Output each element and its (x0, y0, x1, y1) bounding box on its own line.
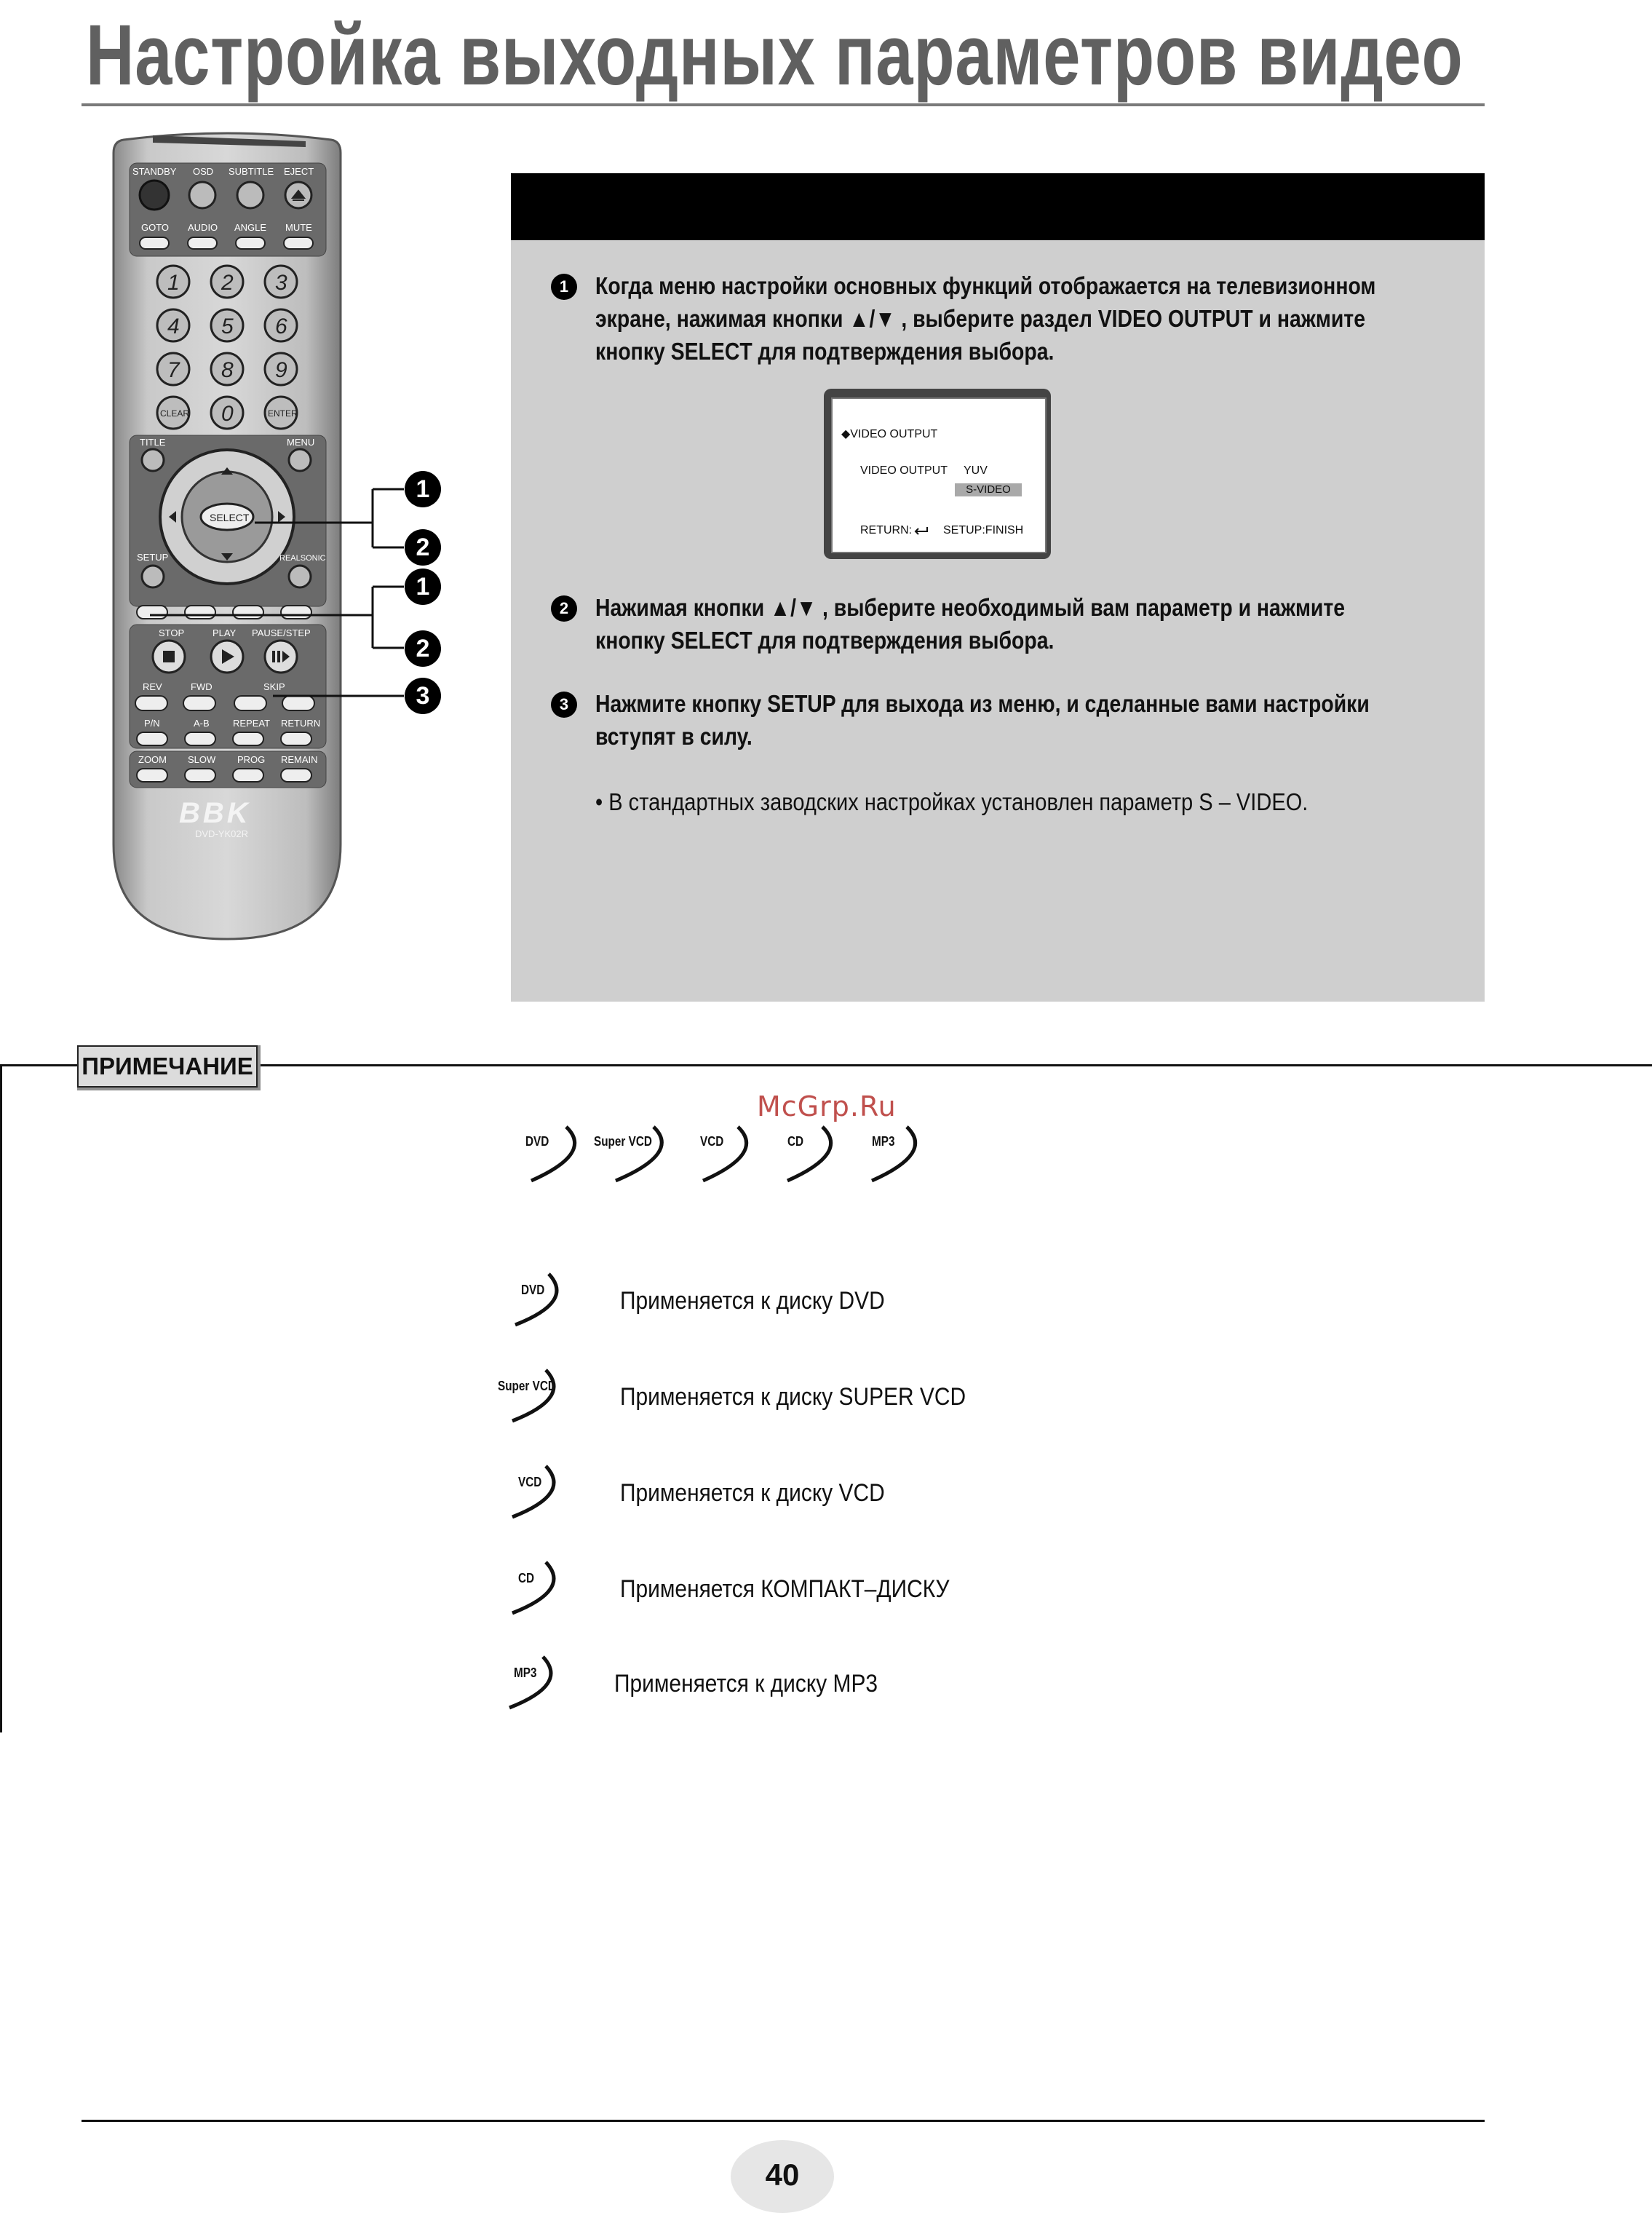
default-setting-note: • В стандартных заводских настройках установлен параметр S – VIDEO. (595, 788, 1309, 815)
tv-menu-header: ◆VIDEO OUTPUT (841, 428, 938, 440)
legend-row-dvd (495, 1270, 1063, 1335)
select-label: SELECT (210, 512, 250, 523)
disc-legend (495, 1270, 1077, 1735)
disc-cd-icon (509, 1561, 568, 1619)
legend-mp3-text: Применяется к диску MP3 (614, 1670, 878, 1698)
label-remain: REMAIN (281, 754, 318, 765)
digit-8: 8 (221, 358, 234, 382)
label-play: PLAY (213, 627, 237, 638)
label-zoom: ZOOM (138, 754, 167, 765)
step-2-line-2: кнопку SELECT для подтверждения выбора. (595, 627, 1055, 654)
legend-row-svcd (495, 1366, 1063, 1431)
digit-2: 2 (221, 271, 234, 295)
label-return: RETURN (281, 718, 321, 729)
label-eject: EJECT (284, 166, 314, 177)
legend-dvd-label: DVD (521, 1283, 545, 1297)
callout-marker-1b: 1 (405, 569, 441, 605)
label-mute: MUTE (285, 222, 312, 233)
label-title: TITLE (140, 437, 166, 448)
step-1-text (595, 269, 1375, 368)
disc-row-vcd: VCD (700, 1134, 724, 1149)
callout-marker-1: 1 (405, 471, 441, 507)
return-arrow-icon (911, 524, 930, 537)
label-fwd: FWD (191, 681, 213, 692)
panel-header-bar (511, 173, 1485, 240)
label-stop: STOP (159, 627, 185, 638)
label-menu: MENU (287, 437, 315, 448)
step-2-text (595, 591, 1345, 657)
digit-1: 1 (167, 271, 180, 295)
tv-option-svideo-selected: S-VIDEO (955, 483, 1022, 496)
label-pn: P/N (144, 718, 160, 729)
legend-svcd-text: Применяется к диску SUPER VCD (620, 1383, 966, 1411)
brand-logo: BBK (179, 797, 251, 829)
page-number-badge (731, 2140, 834, 2213)
digit-6: 6 (275, 314, 287, 338)
page-number: 40 (765, 2158, 800, 2192)
step-3-line-2: вступят в силу. (595, 723, 752, 750)
disc-row-cd: CD (787, 1134, 804, 1149)
label-angle: ANGLE (234, 222, 267, 233)
disc-row-vcd-icon (696, 1124, 761, 1189)
tv-setup-finish: SETUP:FINISH (943, 524, 1024, 536)
disc-row-mp3: MP3 (872, 1134, 895, 1149)
disc-icon-row (524, 1124, 946, 1189)
legend-svcd-label: Super VCD (498, 1379, 556, 1393)
disc-row-mp3-icon (865, 1124, 930, 1189)
step-3-number: 3 (551, 692, 577, 718)
legend-vcd-label: VCD (518, 1475, 542, 1489)
legend-row-vcd (495, 1462, 1063, 1527)
disc-row-dvd-icon (524, 1124, 589, 1189)
step-1-line-1: Когда меню настройки основных функций отображается на телевизионном (595, 272, 1376, 299)
label-repeat: REPEAT (233, 718, 271, 729)
model-label: DVD-YK02R (195, 828, 248, 839)
note-badge-label: ПРИМЕЧАНИЕ (77, 1045, 258, 1088)
legend-cd-label: CD (518, 1571, 535, 1585)
disc-row-dvd: DVD (525, 1134, 549, 1149)
note-frame-left (0, 1064, 2, 1732)
legend-cd-text: Применяется КОМПАКТ–ДИСКУ (620, 1575, 950, 1603)
page-title: Настройка выходных параметров видео (86, 7, 1464, 103)
digit-5: 5 (221, 314, 234, 338)
legend-mp3-label: MP3 (514, 1666, 537, 1680)
disc-row-svcd: Super VCD (594, 1134, 652, 1149)
legend-vcd-text: Применяется к диску VCD (620, 1479, 885, 1507)
digit-9: 9 (275, 358, 287, 382)
label-skip: SKIP (263, 681, 285, 692)
disc-dvd-icon (512, 1272, 571, 1331)
watermark: McGrp.Ru (757, 1090, 897, 1122)
callout-marker-3: 3 (405, 678, 441, 714)
label-goto: GOTO (141, 222, 170, 233)
digit-0: 0 (221, 402, 234, 426)
disc-svcd-icon (509, 1369, 568, 1427)
callout-marker-2b: 2 (405, 630, 441, 667)
legend-row-cd (495, 1558, 1063, 1623)
label-subtitle: SUBTITLE (229, 166, 274, 177)
label-ab: A-B (194, 718, 210, 729)
instruction-panel (511, 173, 1485, 1002)
step-3-line-1: Нажмите кнопку SETUP для выхода из меню, и сделанные вами настройки (595, 690, 1370, 717)
digit-3: 3 (275, 271, 287, 295)
tv-option-yuv: YUV (964, 464, 988, 477)
disc-row-svcd-icon (594, 1124, 674, 1189)
digit-7: 7 (167, 358, 180, 382)
legend-row-mp3 (495, 1652, 1063, 1718)
label-realsonic: REALSONIC (279, 554, 326, 563)
tv-option-label: VIDEO OUTPUT (860, 464, 948, 477)
tv-menu-screen (824, 389, 1051, 559)
enter-label: ENTER (268, 408, 298, 419)
disc-vcd-icon (509, 1465, 568, 1523)
step-3-text (595, 687, 1370, 753)
label-rev: REV (143, 681, 162, 692)
step-2-line-1: Нажимая кнопки ▲/▼ , выберите необходимый вам параметр и нажмите (595, 594, 1346, 621)
disc-row-cd-icon (780, 1124, 846, 1189)
footer-divider (82, 2120, 1485, 2122)
label-slow: SLOW (188, 754, 216, 765)
tv-return-label: RETURN: (860, 524, 913, 536)
step-1-line-3: кнопку SELECT для подтверждения выбора. (595, 338, 1055, 365)
label-audio: AUDIO (188, 222, 218, 233)
label-osd: OSD (193, 166, 214, 177)
label-pause: PAUSE/STEP (252, 627, 311, 638)
digit-4: 4 (167, 314, 180, 338)
step-1-line-2: экране, нажимая кнопки ▲/▼ , выберите раздел VIDEO OUTPUT и нажмите (595, 305, 1365, 332)
label-prog: PROG (237, 754, 266, 765)
step-2-number: 2 (551, 595, 577, 622)
clear-label: CLEAR (160, 408, 190, 419)
note-badge (77, 1045, 261, 1090)
label-setup: SETUP (137, 552, 169, 563)
label-standby: STANDBY (132, 166, 177, 177)
callout-marker-2: 2 (405, 529, 441, 566)
step-1-number: 1 (551, 274, 577, 300)
legend-dvd-text: Применяется к диску DVD (620, 1287, 885, 1315)
disc-mp3-icon (507, 1655, 565, 1714)
